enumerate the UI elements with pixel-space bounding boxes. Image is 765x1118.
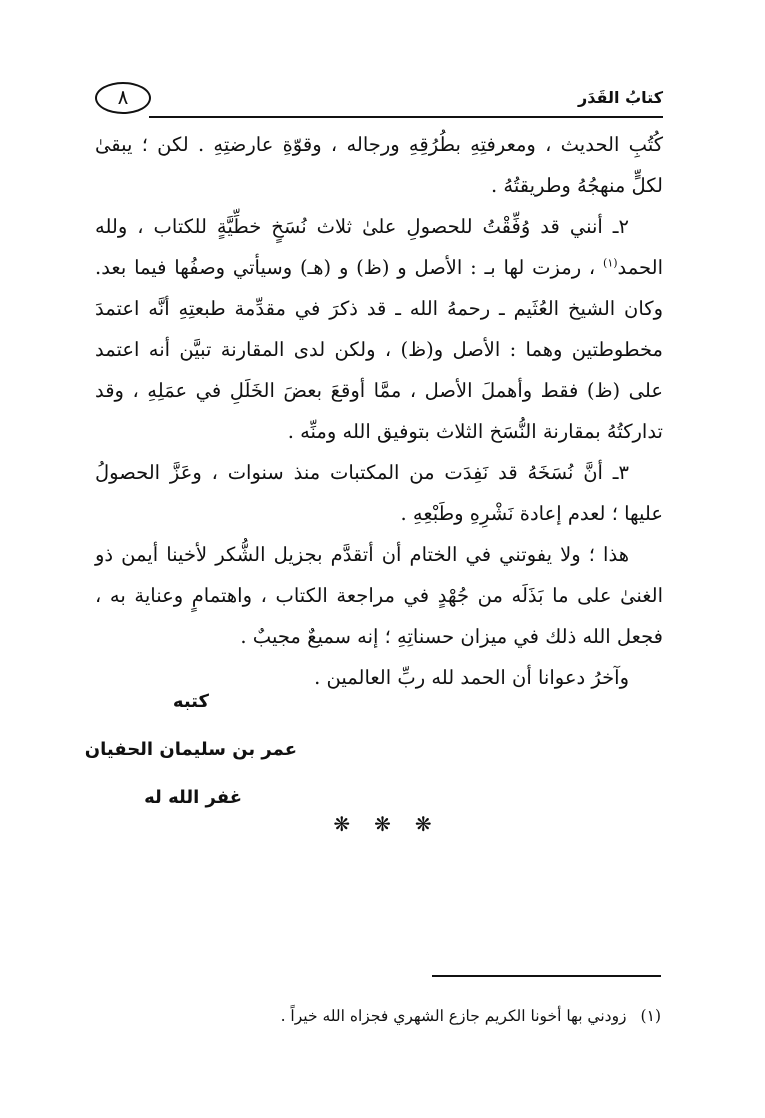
book-title: كتابُ القَدَر (578, 88, 663, 107)
paragraph-point-2-start: ٢ـ أنني قد وُفِّقْتُ للحصولِ علىٰ ثلاث نُسَخٍ خطِّيَّةٍ للكتاب ، ولله الحمد (95, 215, 663, 279)
page-number: ٨ (95, 82, 151, 114)
main-text (95, 124, 663, 698)
paragraph-point-2-rest: ، رمزت لها بـ : الأصل و (ظ) و (هـ) وسيأتي وصفُها فيما بعد. وكان الشيخ العُثَيم ـ رحمهُ الله ـ قد ذكرَ في مقدِّمة طبعتِهِ أنَّه اعتمدَ مخطوطتين وهما : الأصل و(ظ) ، ولكن لدى المقارنة تبيَّن أنه اعتمد على (ظ) فقط وأهملَ الأصل ، ممَّا أوقعَ بعضَ الخَلَلِ في عمَلِهِ ، وقد تداركتُهُ بمقارنة النُّسَخ الثلاث بتوفيق الله ومنِّه . (95, 256, 663, 443)
paragraph-point-2 (95, 206, 663, 452)
signature-author-name: عمر بن سليمان الحفيان (84, 739, 297, 760)
footnote-marker: (١) (640, 1007, 661, 1025)
paragraph-continuation: كُتُبِ الحديث ، ومعرفتِهِ بطُرُقِهِ ورجاله ، وقوّةِ عارضتِهِ . لكن ؛ يبقىٰ لكلٍّ منهجُهُ وطريقتُهُ . (95, 133, 663, 197)
footnote-text: زودني بها أخونا الكريم جازع الشهري فجزاه الله خيراً . (280, 1007, 627, 1025)
asterism-separator: ❋❋❋ (333, 812, 456, 836)
footnote (281, 1004, 661, 1028)
footnote-reference[interactable]: (١) (603, 256, 618, 270)
footnote-rule (432, 975, 661, 977)
running-header (95, 78, 663, 118)
header-rule (149, 116, 663, 118)
paragraph-thanks: هذا ؛ ولا يفوتني في الختام أن أتقدَّم بجزيل الشُّكر لأخينا أيمن ذو الغنىٰ على ما بَذَلَه من جُهْدٍ في مراجعة الكتاب ، واهتمامٍ وعناية به ، فجعل الله ذلك في ميزان حسناتِهِ ؛ إنه سميعٌ مجيبٌ . (95, 543, 663, 648)
paragraph-closing: وآخرُ دعوانا أن الحمد لله ربِّ العالمين . (314, 666, 629, 689)
signature-written-by: كتبه (172, 691, 209, 712)
signature-prayer: غفر الله له (144, 787, 242, 808)
paragraph-point-3: ٣ـ أنَّ نُسَخَهُ قد نَفِدَت من المكتبات منذ سنوات ، وعَزَّ الحصولُ عليها ؛ لعدم إعادة نَشْرِهِ وطَبْعِهِ . (95, 461, 663, 525)
